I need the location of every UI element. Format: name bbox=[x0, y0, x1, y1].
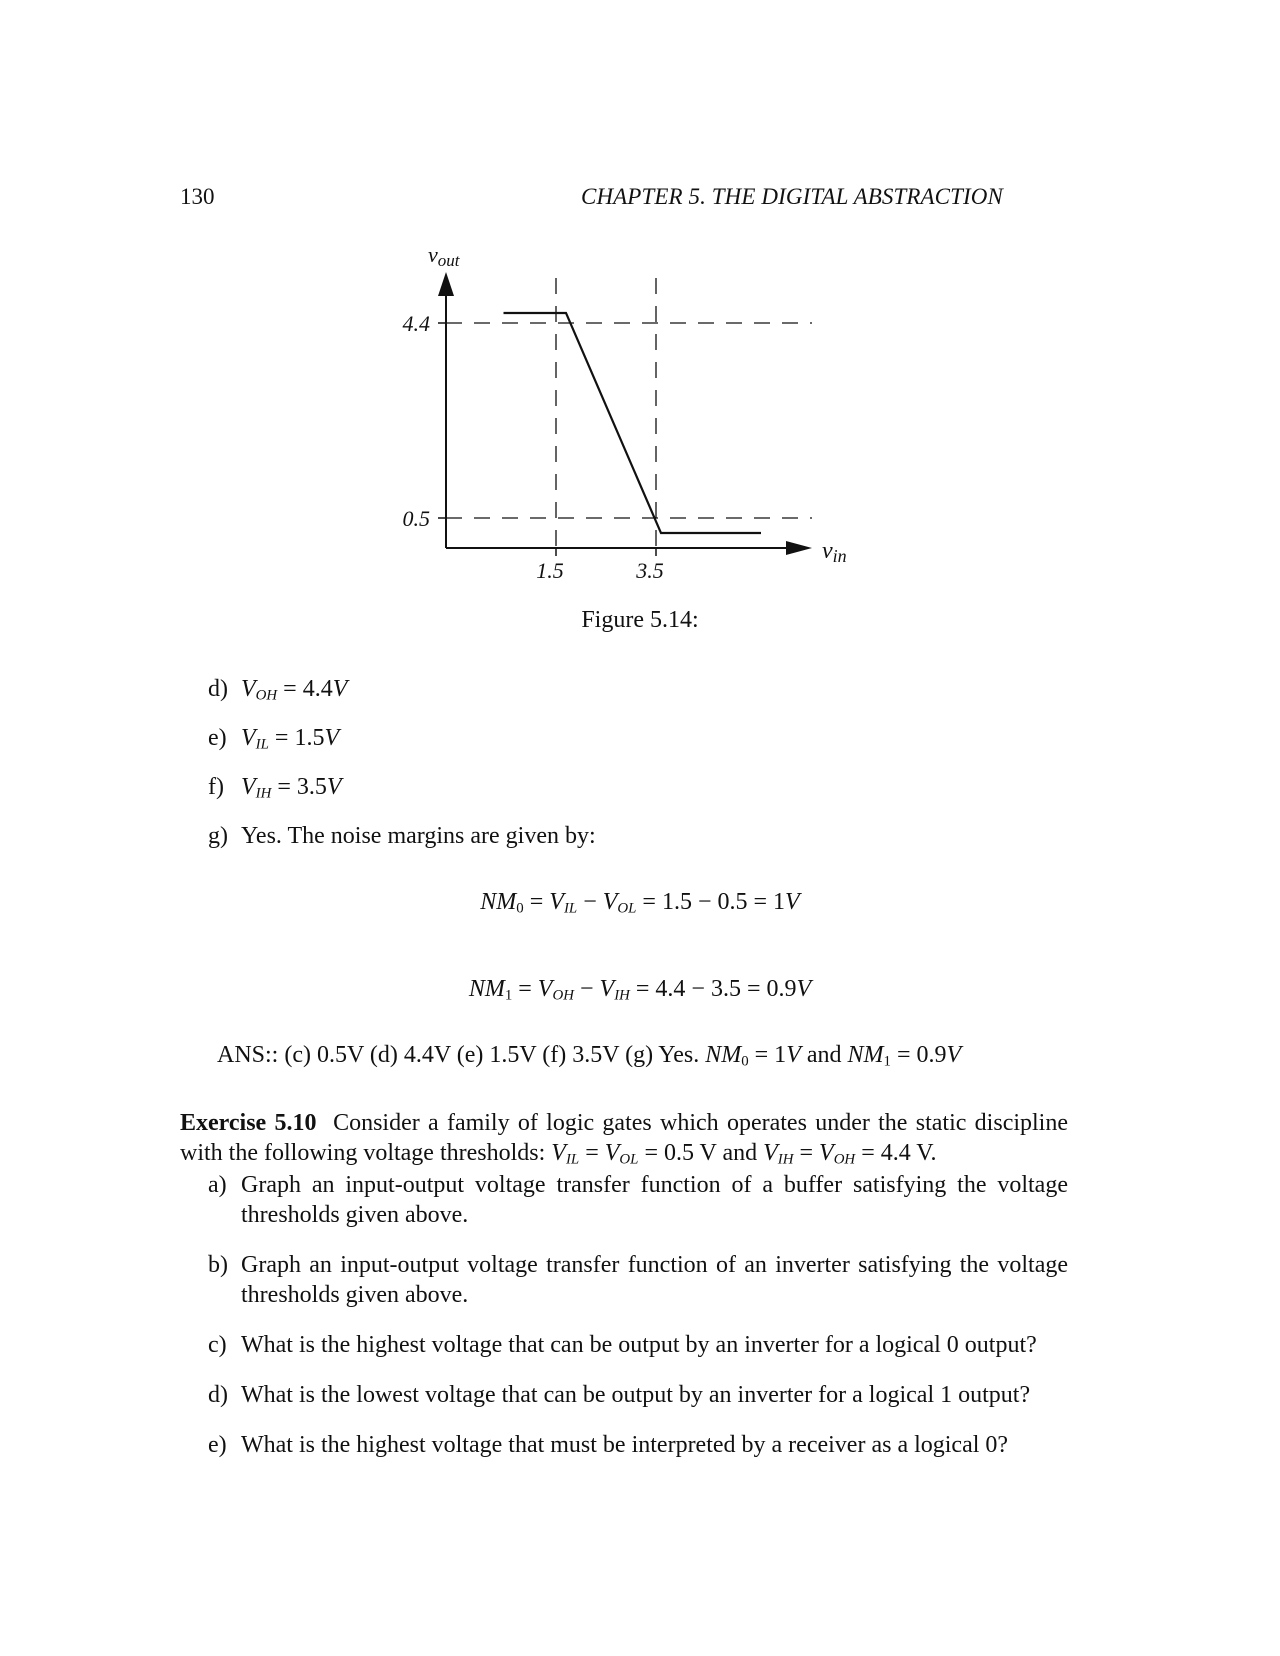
guide-lines bbox=[446, 278, 812, 548]
axis-ticks bbox=[438, 323, 656, 556]
x-tick-label-1.5: 1.5 bbox=[536, 558, 564, 583]
solution-item-e: e) $V_{IL} = 1.5V$ bbox=[208, 725, 340, 753]
y-tick-label-4.4: 4.4 bbox=[402, 311, 430, 336]
equation-nm1: $NM_1 = V_{OH} - V_{IH} = 4.4 - 3.5 = 0.9V$ bbox=[468, 976, 812, 1004]
solution-item-g: g) Yes. The noise margins are given by: bbox=[208, 823, 596, 849]
exercise-list-item: a) Graph an input-output voltage transfer function of a buffer satisfying the voltage thresholds given above. bbox=[208, 1172, 1068, 1228]
exercise-list-item: e) What is the highest voltage that must be interpreted by a receiver as a logical 0? bbox=[208, 1432, 1009, 1458]
exercise-statement: Exercise 5.10 Consider a family of logic gates which operates under the static discipline with the following voltage thresholds: $V_{IL} = V_{OL} = 0.5$ V and $V_{IH} = V_{OH} = 4.4$ V. bbox=[180, 1110, 1068, 1168]
x-axis-arrowhead bbox=[786, 541, 812, 555]
solution-item-f: f) $V_{IH} = 3.5V$ bbox=[208, 774, 342, 802]
x-tick-label-3.5: 3.5 bbox=[636, 558, 664, 583]
transfer-curve bbox=[504, 313, 762, 533]
answer-line: ANS:: (c) 0.5V (d) 4.4V (e) 1.5V (f) 3.5V (g) Yes. $NM_0 = 1V$ and $NM_1 = 0.9V$ bbox=[217, 1042, 962, 1070]
y-tick-label-0.5: 0.5 bbox=[402, 506, 430, 531]
transfer-function-figure bbox=[0, 0, 1280, 640]
exercise-title: Exercise 5.10 bbox=[180, 1110, 317, 1136]
y-axis-arrowhead bbox=[438, 272, 454, 296]
x-axis-label: vin bbox=[822, 538, 847, 566]
solution-item-d: d) $V_{OH} = 4.4V$ bbox=[208, 676, 348, 704]
exercise-list-item: c) What is the highest voltage that can be output by an inverter for a logical 0 output? bbox=[208, 1332, 1037, 1358]
y-axis-label: vout bbox=[428, 242, 460, 270]
figure-caption: Figure 5.14: bbox=[581, 607, 699, 633]
exercise-list-item: b) Graph an input-output voltage transfer function of an inverter satisfying the voltage thresholds given above. bbox=[208, 1252, 1068, 1308]
equation-nm0: $NM_0 = V_{IL} - V_{OL} = 1.5 - 0.5 = 1V$ bbox=[480, 889, 800, 917]
running-head: CHAPTER 5. THE DIGITAL ABSTRACTION bbox=[581, 184, 1003, 209]
exercise-list-item: d) What is the lowest voltage that can be output by an inverter for a logical 1 output? bbox=[208, 1382, 1031, 1408]
page-number: 130 bbox=[180, 184, 215, 209]
